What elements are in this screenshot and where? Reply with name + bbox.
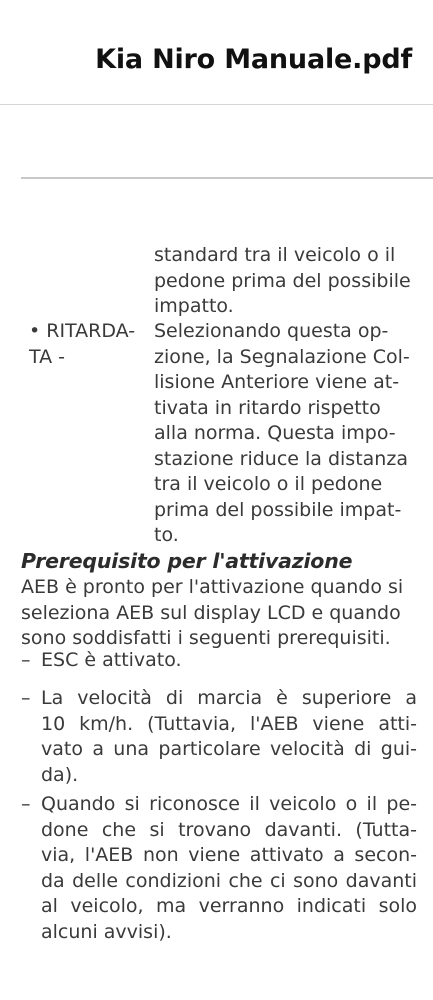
- text-line: Quando si riconosce il veicolo o il pe-: [41, 793, 417, 815]
- option-label-ritardata: [29, 319, 135, 370]
- text-line: impatto.: [154, 295, 234, 317]
- text-line: Selezionando questa op-: [154, 320, 389, 342]
- text-line: to.: [154, 524, 179, 546]
- text-line: • RITARDA-: [29, 320, 136, 342]
- list-item: [21, 792, 417, 945]
- text-line: vato a una particolare velocità di gui-: [41, 738, 417, 760]
- text-line: 10 km/h. (Tuttavia, l'AEB viene atti-: [41, 712, 417, 735]
- text-line: da delle condizioni che ci sono davanti: [41, 869, 417, 892]
- text-line: da).: [41, 763, 79, 786]
- text-line: ESC è attivato.: [41, 649, 182, 671]
- text-line: sono soddisfatti i seguenti prerequisiti.: [21, 627, 391, 649]
- section-heading: Prerequisito per l'attivazione: [21, 549, 353, 573]
- text-line: via, l'AEB non viene attivato a secon-: [41, 844, 417, 866]
- text-line: alcuni avvisi).: [41, 920, 172, 943]
- text-line: prima del possibile impat-: [154, 498, 402, 521]
- list-item: [21, 686, 417, 788]
- text-line: tivata in ritardo rispetto: [154, 396, 381, 419]
- text-line: TA -: [29, 345, 66, 368]
- text-line: lisione Anteriore viene at-: [154, 371, 400, 393]
- text-line: AEB è pronto per l'attivazione quando si: [21, 576, 404, 598]
- text-line: La velocità di marcia è superiore a: [41, 687, 417, 709]
- text-line: zione, la Segnalazione Col-: [154, 345, 410, 368]
- prereq-intro: [21, 575, 403, 652]
- dash-marker: –: [21, 649, 31, 671]
- text-line: done che si trovano davanti. (Tutta-: [41, 818, 417, 841]
- list-item: [21, 648, 421, 674]
- text-line: stazione riduce la distanza: [154, 447, 408, 470]
- dash-marker: –: [21, 687, 31, 709]
- text-line: tra il veicolo o il pedone: [154, 473, 383, 495]
- text-line: standard tra il veicolo o il: [154, 244, 396, 266]
- previous-option-description: [154, 243, 411, 320]
- text-line: seleziona AEB sul display LCD e quando: [21, 601, 401, 624]
- text-line: pedone prima del possibile: [154, 269, 411, 292]
- dash-marker: –: [21, 793, 31, 815]
- document-title: Kia Niro Manuale.pdf: [95, 44, 412, 75]
- option-description-ritardata: [154, 319, 410, 549]
- text-line: alla norma. Questa impo-: [154, 422, 396, 444]
- text-line: al veicolo, ma verranno indicati solo: [41, 895, 417, 917]
